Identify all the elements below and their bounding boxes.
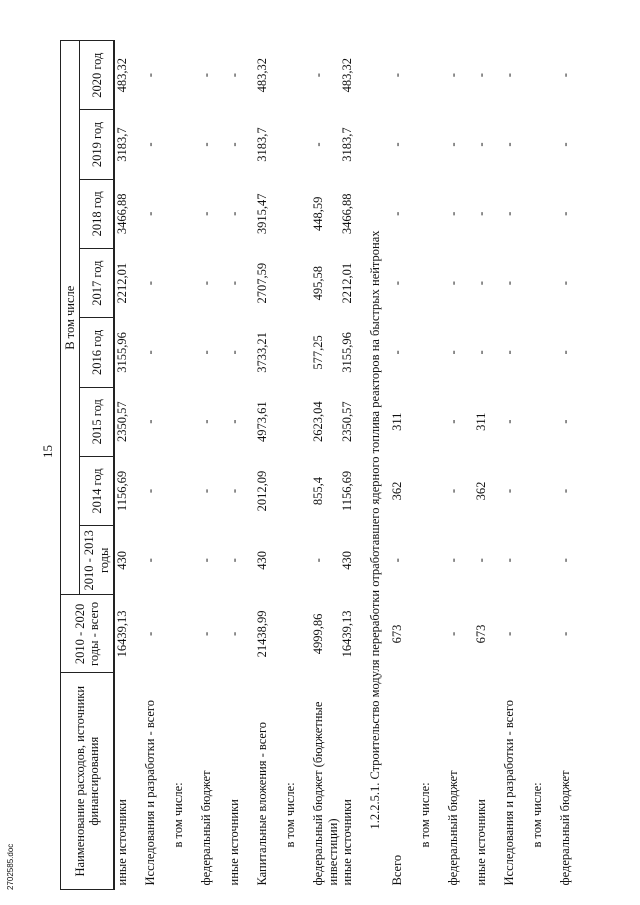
row-label: иные источники (473, 799, 488, 886)
table-cell: - (445, 73, 460, 78)
row-label: Капитальные вложения - всего (255, 721, 270, 886)
table-cell (283, 179, 311, 248)
header-year: 2018 год (80, 179, 114, 248)
table-cell: - (389, 281, 404, 286)
row-label: федеральный бюджет (бюджетные инвестиции) (311, 701, 340, 886)
table-cell (530, 248, 558, 317)
table-cell: 1156,69 (115, 470, 130, 512)
row-label: в том числе: (529, 782, 544, 848)
table-cell (530, 318, 558, 387)
footer-filename: 2702585.doc (6, 843, 15, 890)
table-cell: 3155,96 (115, 332, 130, 373)
table-cell: 448,59 (311, 196, 326, 232)
table-cell: 855,4 (311, 476, 326, 506)
table-cell: - (473, 281, 488, 286)
row-label: федеральный бюджет (445, 770, 460, 886)
table-cell (171, 595, 199, 673)
table-cell: 16439,13 (339, 610, 354, 658)
table-row (446, 41, 474, 890)
page-number: 15 (40, 445, 55, 458)
table-cell: 2350,57 (339, 401, 354, 443)
table-row (474, 41, 502, 890)
table-cell: 2012,09 (255, 470, 270, 512)
table-cell (283, 456, 311, 525)
table-cell: - (143, 419, 158, 424)
table-cell (171, 526, 199, 595)
table-cell: 4999,86 (311, 613, 326, 655)
table-cell: - (227, 142, 242, 147)
table-cell: - (501, 631, 516, 637)
table-cell: - (143, 142, 158, 147)
table-cell (418, 526, 446, 595)
table-cell: 495,58 (311, 265, 326, 301)
row-label: в том числе: (171, 782, 186, 848)
header-year: 2019 год (80, 110, 114, 179)
table-cell: - (473, 350, 488, 355)
table-cell: 3183,7 (339, 127, 354, 162)
table-cell: - (311, 142, 326, 147)
table-row (199, 41, 227, 890)
table-cell: 4973,61 (255, 401, 270, 443)
table-cell (418, 387, 446, 456)
table-cell: 21438,99 (255, 610, 270, 658)
table-row (143, 41, 171, 890)
table-cell: - (227, 281, 242, 286)
table-cell (530, 526, 558, 595)
table-cell: - (389, 211, 404, 216)
table-cell: - (501, 488, 516, 494)
table-cell: - (227, 488, 242, 494)
table-cell: - (227, 350, 242, 355)
table-cell: - (389, 350, 404, 355)
table-row (227, 41, 255, 890)
section-title: 1.2.2.5.1. Строительство модуля переработки отработавшего ядерного топлива реакторов на быстрых нейтронах (367, 230, 382, 830)
header-including: В том числе (61, 41, 80, 595)
table-cell: - (311, 73, 326, 78)
table-row (340, 41, 368, 890)
table-cell (171, 456, 199, 525)
table-cell: 3183,7 (255, 127, 270, 162)
table-cell (283, 41, 311, 110)
table-cell: - (445, 631, 460, 637)
table-cell (171, 387, 199, 456)
table-cell: - (143, 488, 158, 494)
table-cell: 2623,04 (311, 401, 326, 443)
table-cell: 3466,88 (339, 193, 354, 235)
table-cell: - (557, 281, 572, 286)
table-cell: 3155,96 (339, 332, 354, 373)
table-cell: 362 (473, 481, 488, 501)
header-name: Наименование расходов, источники финансирования (61, 673, 115, 890)
table-cell: - (557, 350, 572, 355)
row-label: иные источники (339, 799, 354, 886)
table-cell: - (445, 419, 460, 424)
table-cell: 483,32 (115, 58, 130, 93)
table-cell: 483,32 (339, 58, 354, 93)
table-cell (171, 248, 199, 317)
table-cell: - (143, 631, 158, 637)
table-cell (171, 110, 199, 179)
table-cell (283, 387, 311, 456)
table-cell (171, 318, 199, 387)
table-cell: - (143, 350, 158, 355)
table-cell: - (227, 631, 242, 637)
table-cell: 2707,59 (255, 262, 270, 304)
table-cell: 673 (389, 624, 404, 644)
header-year: 2016 год (80, 318, 114, 387)
table-cell: - (557, 558, 572, 563)
row-label: федеральный бюджет (557, 770, 572, 886)
table-cell: - (227, 419, 242, 424)
table-cell: - (227, 211, 242, 216)
header-total: 2010 - 2020 годы - всего (61, 595, 115, 673)
table-cell: - (445, 558, 460, 563)
header-year: 2020 год (80, 41, 114, 110)
table-cell: 1156,69 (339, 470, 354, 512)
table-cell: - (557, 73, 572, 78)
section-row (368, 41, 390, 890)
table-cell: - (199, 211, 214, 216)
table-cell: - (501, 211, 516, 216)
table-row (114, 41, 143, 890)
table-cell: - (501, 73, 516, 78)
table-cell: - (501, 419, 516, 424)
table-row (311, 41, 340, 890)
table-cell: - (445, 142, 460, 147)
row-label: федеральный бюджет (199, 770, 214, 886)
table-cell: 577,25 (311, 335, 326, 370)
table-cell: 362 (389, 481, 404, 501)
table-cell: - (311, 558, 326, 563)
table-row (390, 41, 418, 890)
table-cell: - (473, 211, 488, 216)
budget-table (60, 40, 586, 890)
row-label: иные источники (227, 799, 242, 886)
table-cell: - (501, 142, 516, 147)
table-cell (171, 41, 199, 110)
table-cell: - (557, 488, 572, 494)
table-cell: 2350,57 (115, 401, 130, 443)
table-cell (530, 595, 558, 673)
table-cell: 311 (473, 412, 488, 431)
table-cell: - (389, 142, 404, 147)
table-cell: 16439,13 (115, 610, 130, 658)
table-cell: - (143, 558, 158, 563)
table-cell: 430 (115, 550, 130, 570)
table-header (61, 41, 115, 890)
table-cell: 2212,01 (339, 262, 354, 304)
table-cell (418, 456, 446, 525)
table-cell: - (557, 631, 572, 637)
rotated-page-content (60, 40, 620, 890)
table-cell: - (143, 281, 158, 286)
table-cell: - (389, 73, 404, 78)
table-cell: 483,32 (255, 58, 270, 93)
header-year: 2015 год (80, 387, 114, 456)
table-cell: - (199, 281, 214, 286)
table-cell: 3466,88 (115, 193, 130, 235)
row-label: в том числе: (417, 782, 432, 848)
table-body (114, 41, 586, 890)
row-label: Всего (389, 854, 404, 886)
table-cell: - (557, 211, 572, 216)
table-cell: - (227, 558, 242, 563)
table-cell: - (199, 73, 214, 78)
table-cell: - (557, 419, 572, 424)
table-cell (418, 595, 446, 673)
row-label: в том числе: (283, 782, 298, 848)
table-cell (283, 318, 311, 387)
table-cell: - (445, 488, 460, 494)
table-cell: - (501, 281, 516, 286)
table-cell (418, 41, 446, 110)
table-cell (530, 110, 558, 179)
table-cell (283, 110, 311, 179)
row-label: Исследования и разработки - всего (143, 700, 158, 886)
table-cell: 2212,01 (115, 262, 130, 304)
table-cell: 430 (339, 550, 354, 570)
table-cell: - (445, 281, 460, 286)
table-cell: - (445, 350, 460, 355)
table-cell: 311 (389, 412, 404, 431)
table-cell (418, 179, 446, 248)
header-year: 2014 год (80, 456, 114, 525)
table-cell: - (143, 211, 158, 216)
table-row (255, 41, 283, 890)
table-cell (171, 179, 199, 248)
row-label: иные источники (115, 799, 130, 886)
table-cell: - (473, 558, 488, 563)
table-cell: 3733,21 (255, 332, 270, 373)
table-cell: 430 (255, 550, 270, 570)
row-label: Исследования и разработки - всего (501, 700, 516, 886)
table-cell (530, 179, 558, 248)
table-cell (283, 248, 311, 317)
table-cell: 3915,47 (255, 193, 270, 235)
table-row (558, 41, 586, 890)
table-cell: - (199, 419, 214, 424)
table-cell: - (501, 558, 516, 563)
table-cell: 3183,7 (115, 127, 130, 162)
table-cell (283, 595, 311, 673)
table-cell (283, 526, 311, 595)
table-row (502, 41, 530, 890)
table-cell: - (199, 558, 214, 563)
table-cell (530, 387, 558, 456)
table-row (418, 41, 446, 890)
table-row (530, 41, 558, 890)
table-cell: - (473, 73, 488, 78)
table-cell: - (199, 350, 214, 355)
table-cell: - (199, 631, 214, 637)
table-cell: - (199, 488, 214, 494)
table-cell (530, 456, 558, 525)
header-year: 2017 год (80, 248, 114, 317)
table-cell (418, 110, 446, 179)
table-cell (418, 318, 446, 387)
table-cell: - (389, 558, 404, 563)
table-row (283, 41, 311, 890)
header-year: 2010 - 2013 годы (80, 526, 114, 595)
table-cell: - (557, 142, 572, 147)
table-cell: - (227, 73, 242, 78)
table-cell: - (501, 350, 516, 355)
table-row (171, 41, 199, 890)
table-cell: - (445, 211, 460, 216)
table-cell: - (199, 142, 214, 147)
table-cell: - (143, 73, 158, 78)
table-cell: 673 (473, 624, 488, 644)
table-cell (418, 248, 446, 317)
table-cell: - (473, 142, 488, 147)
table-cell (530, 41, 558, 110)
